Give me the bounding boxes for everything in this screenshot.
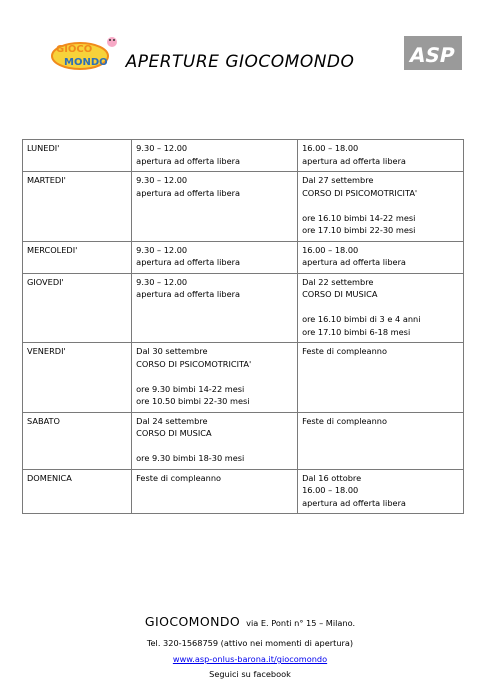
table-row — [23, 140, 464, 172]
schedule-line: ore 16.10 bimbi di 3 e 4 anni — [302, 314, 421, 324]
schedule-line: 16.00 – 18.00 — [302, 485, 359, 495]
morning-cell — [132, 412, 298, 469]
table-row — [23, 412, 464, 469]
day-label: GIOVEDI' — [27, 276, 64, 287]
afternoon-cell — [298, 469, 464, 514]
schedule-line — [302, 301, 459, 314]
schedule-line: Dal 16 ottobre — [302, 472, 362, 483]
day-label: DOMENICA — [27, 472, 72, 483]
table-row — [23, 241, 464, 273]
day-cell — [23, 172, 132, 242]
schedule-line: Feste di compleanno — [302, 346, 387, 356]
day-cell — [23, 273, 132, 343]
day-label: VENERDI' — [27, 346, 66, 356]
afternoon-cell — [298, 241, 464, 273]
schedule-line — [302, 199, 459, 212]
schedule-line: 16.00 – 18.00 — [302, 244, 359, 255]
day-label: SABATO — [27, 415, 60, 426]
schedule-line: ore 9.30 bimbi 18-30 mesi — [136, 453, 245, 463]
day-cell — [23, 469, 132, 514]
schedule-line: ore 16.10 bimbi 14-22 mesi — [302, 212, 416, 223]
morning-cell — [132, 273, 298, 343]
footer-name — [100, 614, 400, 629]
facebook-text: Seguici su facebook — [209, 669, 291, 679]
schedule-line: 9.30 – 12.00 — [136, 175, 188, 185]
schedule-line — [136, 370, 293, 383]
schedule-line: CORSO DI MUSICA — [136, 428, 212, 438]
footer-phone: Tel. 320-1568759 (attivo nei momenti di apertura) — [146, 638, 354, 648]
schedule-line: CORSO DI MUSICA — [302, 289, 378, 299]
afternoon-cell — [298, 172, 464, 242]
morning-cell — [132, 140, 298, 172]
schedule-line: Dal 22 settembre — [302, 276, 374, 287]
footer-title: GIOCOMONDO — [144, 614, 241, 629]
schedule-line: apertura ad offerta libera — [136, 257, 241, 267]
afternoon-cell — [298, 343, 464, 413]
schedule-line: apertura ad offerta libera — [136, 155, 241, 166]
afternoon-cell — [298, 412, 464, 469]
svg-text:MONDO: MONDO — [64, 57, 108, 68]
schedule-line: 16.00 – 18.00 — [302, 143, 359, 153]
day-label: LUNEDI' — [27, 143, 60, 153]
schedule-line: Feste di compleanno — [136, 472, 222, 483]
schedule-line: apertura ad offerta libera — [302, 155, 406, 166]
schedule-table — [22, 139, 464, 514]
day-label: MERCOLEDI' — [27, 244, 78, 255]
morning-cell — [132, 343, 298, 413]
footer-address: via E. Ponti n° 15 – Milano. — [246, 618, 356, 628]
schedule-line: Dal 24 settembre — [136, 415, 208, 426]
schedule-line: Dal 30 settembre — [136, 346, 208, 356]
schedule-line: apertura ad offerta libera — [136, 289, 241, 299]
day-cell — [23, 343, 132, 413]
schedule-line: ore 17.10 bimbi 6-18 mesi — [302, 326, 411, 337]
schedule-line: CORSO DI PSICOMOTRICITA' — [136, 358, 252, 369]
morning-cell — [132, 172, 298, 242]
schedule-line: ore 17.10 bimbi 22-30 mesi — [302, 225, 416, 235]
day-label: MARTEDI' — [27, 175, 66, 185]
schedule-line — [136, 440, 293, 453]
table-row — [23, 469, 464, 514]
website-link[interactable]: www.asp-onlus-barona.it/giocomondo — [172, 654, 328, 664]
day-cell — [23, 241, 132, 273]
schedule-line: apertura ad offerta libera — [302, 497, 406, 508]
morning-cell — [132, 241, 298, 273]
afternoon-cell — [298, 273, 464, 343]
schedule-line: apertura ad offerta libera — [136, 187, 241, 198]
morning-cell — [132, 469, 298, 514]
svg-text:ASP: ASP — [407, 43, 457, 67]
afternoon-cell — [298, 140, 464, 172]
schedule-line: ore 9.30 bimbi 14-22 mesi — [136, 383, 245, 394]
schedule-line: apertura ad offerta libera — [302, 257, 406, 267]
table-row — [23, 343, 464, 413]
page-title: APERTURE GIOCOMONDO — [125, 52, 355, 72]
schedule-line: Dal 27 settembre — [302, 175, 374, 185]
table-row — [23, 273, 464, 343]
schedule-line: Feste di compleanno — [302, 415, 387, 426]
svg-text:GIOCO: GIOCO — [56, 44, 93, 55]
schedule-line: 9.30 – 12.00 — [136, 276, 188, 287]
schedule-line: CORSO DI PSICOMOTRICITA' — [302, 187, 418, 198]
table-row — [23, 172, 464, 242]
schedule-line: ore 10.50 bimbi 22-30 mesi — [136, 396, 250, 406]
schedule-line: 9.30 – 12.00 — [136, 143, 188, 153]
day-cell — [23, 140, 132, 172]
schedule-line: 9.30 – 12.00 — [136, 244, 188, 255]
day-cell — [23, 412, 132, 469]
